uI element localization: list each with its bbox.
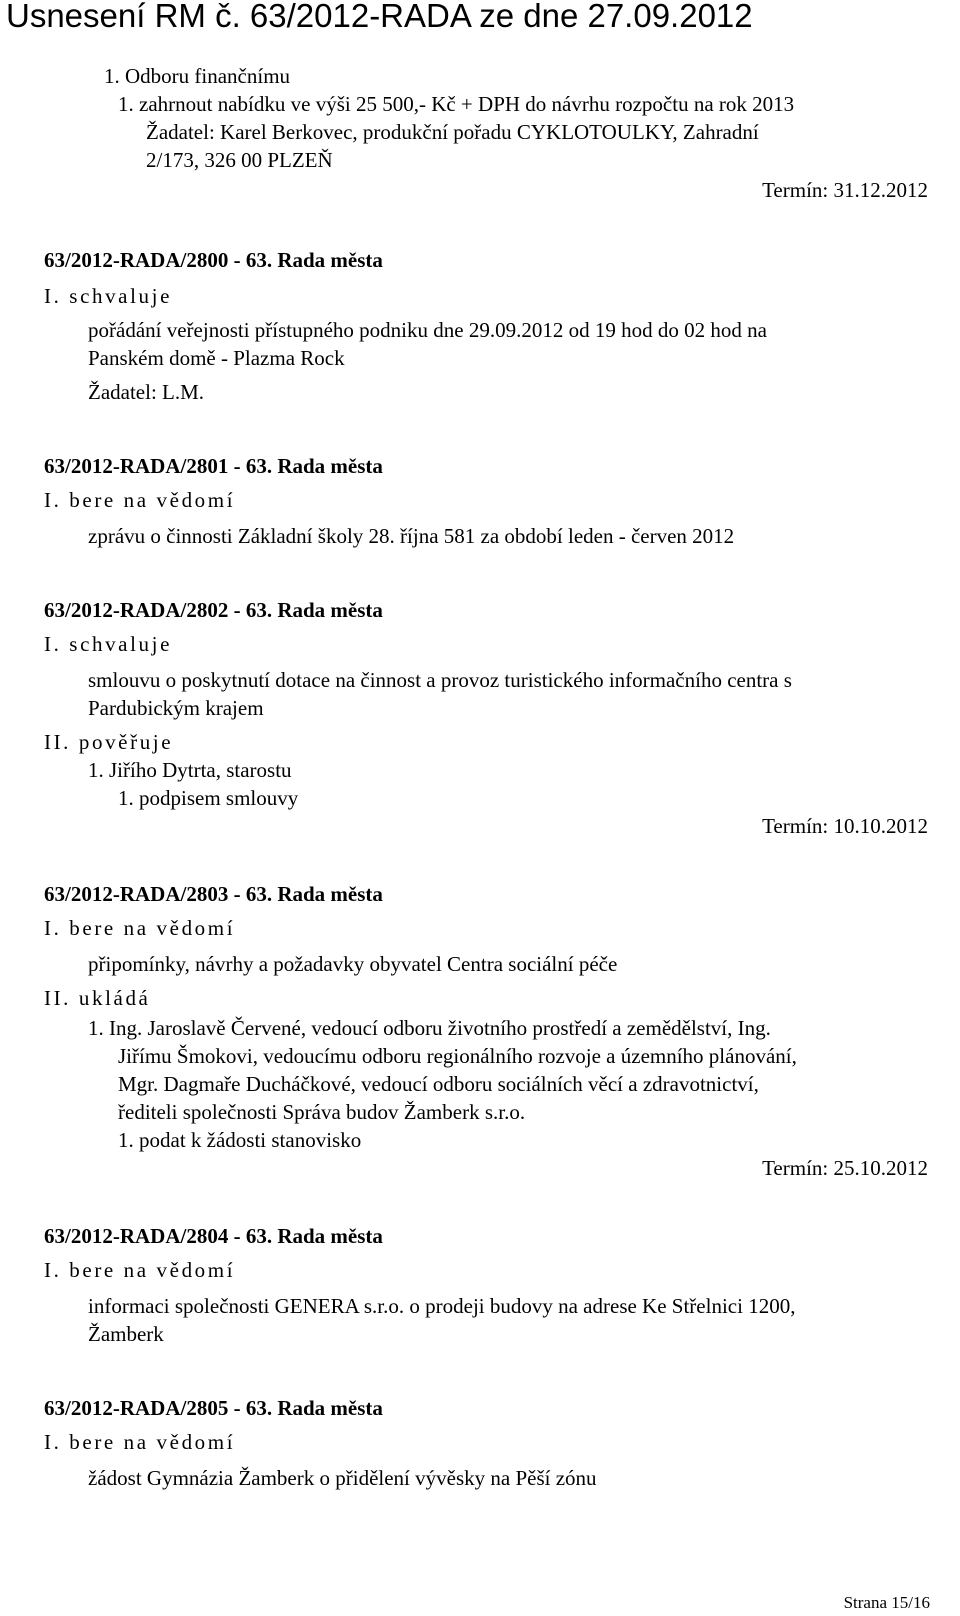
resolution-2802-heading: 63/2012-RADA/2802 - 63. Rada města — [44, 598, 383, 622]
resolution-2803-item2: Jiřímu Šmokovi, vedoucímu odboru regionálního rozvoje a územního plánování, — [118, 1044, 797, 1068]
resolution-2801-heading: 63/2012-RADA/2801 - 63. Rada města — [44, 454, 383, 478]
resolution-2804-heading: 63/2012-RADA/2804 - 63. Rada města — [44, 1224, 383, 1248]
resolution-2801-verb: I. bere na vědomí — [44, 488, 236, 512]
resolution-2802-text2: Pardubickým krajem — [88, 696, 264, 720]
resolution-2802-verb: I. schvaluje — [44, 632, 172, 656]
resolution-2800-heading: 63/2012-RADA/2800 - 63. Rada města — [44, 248, 383, 272]
intro-applicant-line2: 2/173, 326 00 PLZEŇ — [146, 148, 333, 172]
resolution-2803-item3: Mgr. Dagmaře Ducháčkové, vedoucí odboru sociálních věcí a zdravotnictví, — [118, 1072, 759, 1096]
resolution-2804-verb: I. bere na vědomí — [44, 1258, 236, 1282]
page-number: Strana 15/16 — [843, 1593, 930, 1612]
resolution-2802-text1: smlouvu o poskytnutí dotace na činnost a provoz turistického informačního centra s — [88, 668, 792, 692]
resolution-2803-heading: 63/2012-RADA/2803 - 63. Rada města — [44, 882, 383, 906]
resolution-2803-text1: připomínky, návrhy a požadavky obyvatel Centra sociální péče — [88, 952, 618, 976]
resolution-2803-item1: 1. Ing. Jaroslavě Červené, vedoucí odboru životního prostředí a zemědělství, Ing. — [88, 1016, 771, 1040]
resolution-2803-verb: I. bere na vědomí — [44, 916, 236, 940]
resolution-2804-text2: Žamberk — [88, 1322, 164, 1346]
intro-subitem: 1. zahrnout nabídku ve výši 25 500,- Kč + DPH do návrhu rozpočtu na rok 2013 — [118, 92, 795, 116]
resolution-2803-item4: řediteli společnosti Správa budov Žamberk s.r.o. — [118, 1100, 526, 1124]
resolution-2801-text1: zprávu o činnosti Základní školy 28. října 581 za období leden - červen 2012 — [88, 524, 735, 548]
resolution-2802-subitem: 1. podpisem smlouvy — [118, 786, 299, 810]
resolution-2802-item: 1. Jiřího Dytrta, starostu — [88, 758, 292, 782]
intro-applicant-line1: Žadatel: Karel Berkovec, produkční pořadu CYKLOTOULKY, Zahradní — [146, 120, 759, 144]
resolution-2805-verb: I. bere na vědomí — [44, 1430, 236, 1454]
resolution-2803-subitem: 1. podat k žádosti stanovisko — [118, 1128, 362, 1152]
intro-deadline: Termín: 31.12.2012 — [762, 178, 928, 202]
resolution-2805-heading: 63/2012-RADA/2805 - 63. Rada města — [44, 1396, 383, 1420]
resolution-2802-verb2: II. pověřuje — [44, 730, 174, 754]
resolution-2802-deadline: Termín: 10.10.2012 — [762, 814, 928, 838]
resolution-2803-verb2: II. ukládá — [44, 986, 151, 1010]
page-header-title: Usnesení RM č. 63/2012-RADA ze dne 27.09.2012 — [6, 0, 753, 34]
resolution-2803-deadline: Termín: 25.10.2012 — [762, 1156, 928, 1180]
resolution-2800-text1: pořádání veřejnosti přístupného podniku dne 29.09.2012 od 19 hod do 02 hod na — [88, 318, 767, 342]
intro-item: 1. Odboru finančnímu — [104, 64, 291, 88]
resolution-2800-text2: Panském domě - Plazma Rock — [88, 346, 345, 370]
resolution-2804-text1: informaci společnosti GENERA s.r.o. o prodeji budovy na adrese Ke Střelnici 1200, — [88, 1294, 796, 1318]
resolution-2800-verb: I. schvaluje — [44, 284, 172, 308]
resolution-2805-text1: žádost Gymnázia Žamberk o přidělení vývěsky na Pěší zónu — [88, 1466, 597, 1490]
resolution-2800-applicant: Žadatel: L.M. — [88, 380, 205, 404]
